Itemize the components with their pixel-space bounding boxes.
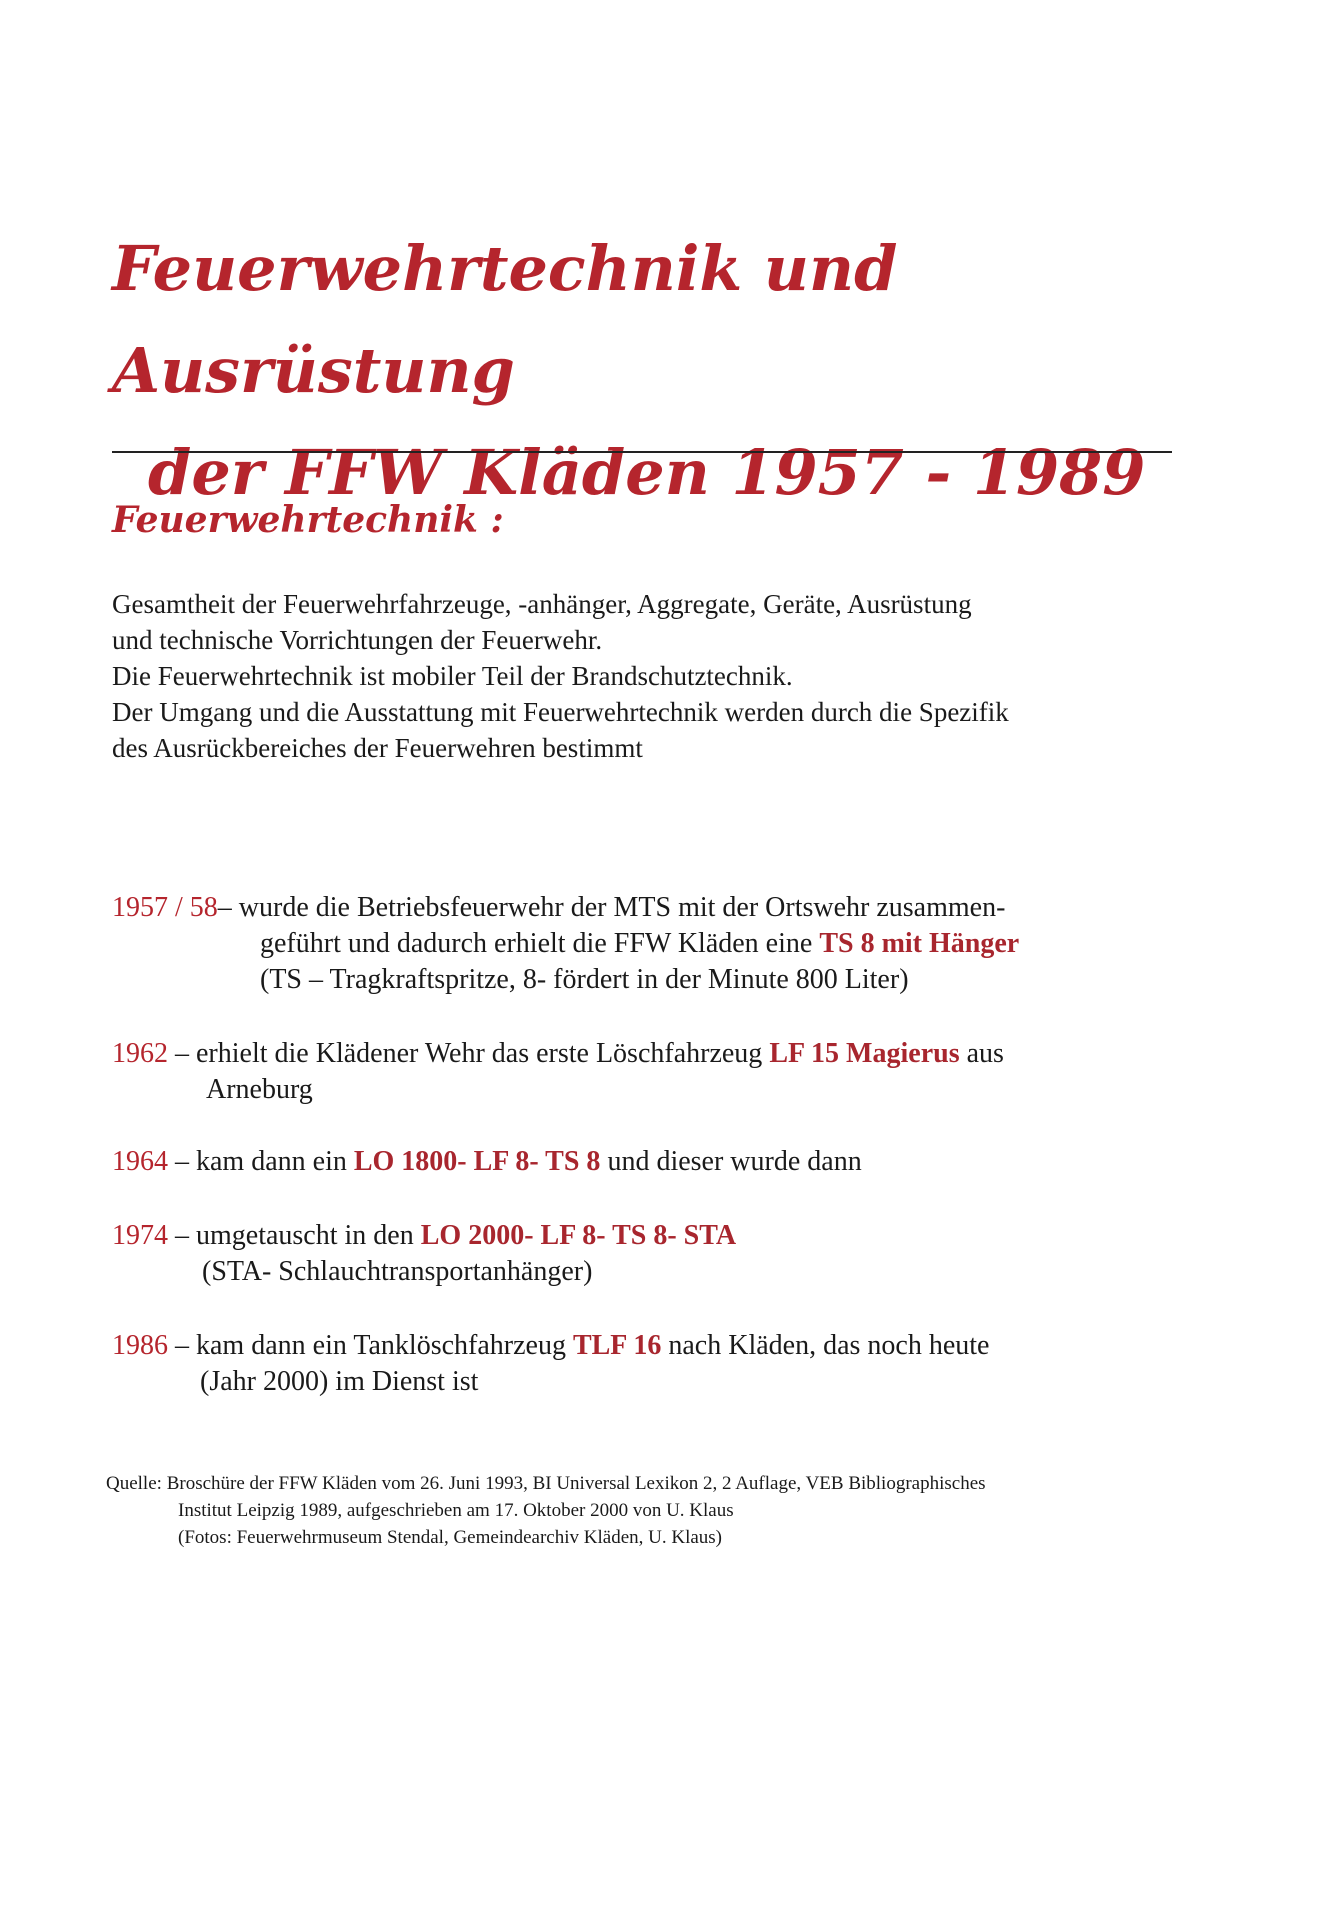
definition-line: und technische Vorrichtungen der Feuerwehr. xyxy=(112,625,603,655)
timeline-year: 1962 xyxy=(112,1038,168,1069)
timeline-year: 1986 xyxy=(112,1330,168,1361)
timeline-entry xyxy=(112,1218,1212,1290)
title-line-1: Feuerwehrtechnik und Ausrüstung xyxy=(112,232,898,407)
source-citation xyxy=(106,1470,1236,1551)
timeline-text: – erhielt die Klädener Wehr das erste Löschfahrzeug xyxy=(168,1038,770,1069)
equipment-highlight: TLF 16 xyxy=(572,1330,662,1361)
equipment-highlight: TS 8 mit Hänger xyxy=(819,928,1020,959)
timeline-text: geführt und dadurch erhielt die FFW Kläden eine xyxy=(260,928,820,959)
section-heading: Feuerwehrtechnik : xyxy=(112,499,504,541)
definition-text xyxy=(112,586,1212,766)
timeline-year: 1974 xyxy=(112,1220,168,1251)
source-label: Quelle: xyxy=(106,1473,162,1494)
equipment-highlight: LO 2000- LF 8- TS 8- STA xyxy=(420,1220,737,1251)
timeline-continuation: (Jahr 2000) im Dienst ist xyxy=(200,1366,479,1397)
definition-line: Der Umgang und die Ausstattung mit Feuerwehrtechnik werden durch die Spezifik xyxy=(112,697,1009,727)
timeline-continuation: Arneburg xyxy=(206,1074,313,1105)
document-title xyxy=(112,218,1192,524)
timeline-text: – kam dann ein Tanklöschfahrzeug xyxy=(168,1330,573,1361)
title-divider xyxy=(112,451,1172,453)
timeline-year: 1957 / 58 xyxy=(112,892,218,923)
timeline-text: – umgetauscht in den xyxy=(168,1220,421,1251)
timeline xyxy=(112,890,1212,1400)
timeline-text: – kam dann ein xyxy=(168,1146,354,1177)
definition-line: Die Feuerwehrtechnik ist mobiler Teil der Brandschutztechnik. xyxy=(112,661,793,691)
definition-line: des Ausrückbereiches der Feuerwehren bestimmt xyxy=(112,733,643,763)
definition-line: Gesamtheit der Feuerwehrfahrzeuge, -anhänger, Aggregate, Geräte, Ausrüstung xyxy=(112,589,972,619)
timeline-entry xyxy=(112,1036,1212,1108)
equipment-highlight: LF 15 Magierus xyxy=(769,1038,960,1069)
timeline-text: aus xyxy=(959,1038,1004,1069)
equipment-highlight: LO 1800- LF 8- TS 8 xyxy=(353,1146,601,1177)
source-text: Institut Leipzig 1989, aufgeschrieben am 17. Oktober 2000 von U. Klaus xyxy=(178,1500,734,1521)
timeline-text: nach Kläden, das noch heute xyxy=(661,1330,990,1361)
timeline-year: 1964 xyxy=(112,1146,168,1177)
timeline-entry xyxy=(112,1328,1212,1400)
timeline-note: (STA- Schlauchtransportanhänger) xyxy=(202,1256,593,1287)
timeline-entry xyxy=(112,1144,1212,1180)
source-text: Broschüre der FFW Kläden vom 26. Juni 1993, BI Universal Lexikon 2, 2 Auflage, VEB Bibliographisches xyxy=(161,1473,986,1494)
timeline-text: und dieser wurde dann xyxy=(600,1146,862,1177)
source-text: (Fotos: Feuerwehrmuseum Stendal, Gemeindearchiv Kläden, U. Klaus) xyxy=(178,1527,723,1548)
timeline-note: (TS – Tragkraftspritze, 8- fördert in der Minute 800 Liter) xyxy=(260,964,909,995)
title-line-2: der FFW Kläden 1957 - 1989 xyxy=(148,436,1146,509)
timeline-continuation xyxy=(112,926,1212,962)
timeline-text: – wurde die Betriebsfeuerwehr der MTS mit der Ortswehr zusammen- xyxy=(217,892,1006,923)
timeline-entry xyxy=(112,890,1212,998)
